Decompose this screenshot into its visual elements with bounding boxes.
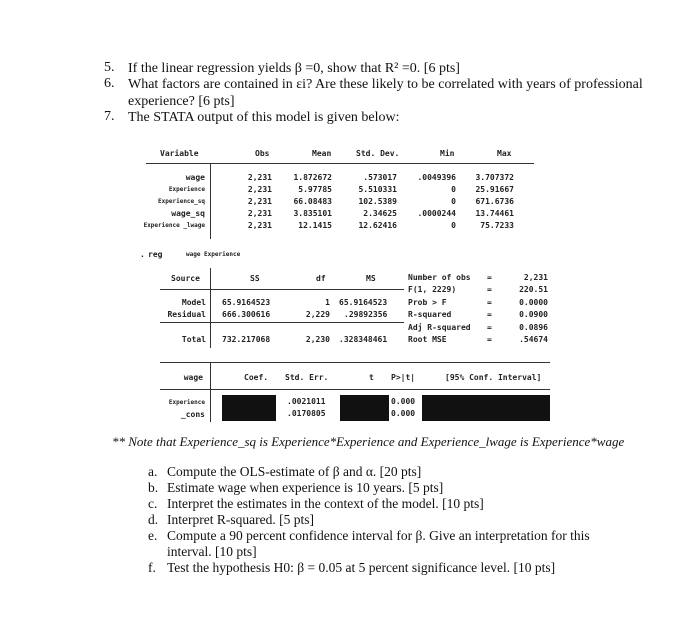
stat-value: 220.51 <box>519 285 548 294</box>
summary-header-mean: Mean <box>312 149 332 158</box>
part-c-letter: c. <box>148 496 158 511</box>
question-5-number: 5. <box>104 60 115 75</box>
summary-row-mean: 66.08483 <box>293 197 332 206</box>
coef-header-p: P>|t| <box>391 373 416 382</box>
anova-row-ms: .328348461 <box>339 335 388 344</box>
redacted-ci-box <box>422 395 550 421</box>
summary-row-max: 25.91667 <box>475 185 514 194</box>
anova-row-ms: .29892356 <box>344 310 388 319</box>
anova-row-ss: 666.300616 <box>222 310 271 319</box>
part-e-letter: e. <box>148 528 158 543</box>
summary-column-rule <box>210 163 211 239</box>
anova-header-df: df <box>316 274 326 283</box>
part-a-letter: a. <box>148 464 158 479</box>
summary-row-var: Experience _lwage <box>143 222 205 229</box>
stat-equals: = <box>487 323 492 332</box>
summary-header-variable: Variable <box>160 149 199 158</box>
question-5-text: If the linear regression yields β =0, show that R² =0. [6 pts] <box>128 61 460 76</box>
summary-row-mean: 12.1415 <box>298 221 332 230</box>
part-a-text: Compute the OLS-estimate of β and α. [20 pts] <box>167 464 422 479</box>
summary-row-obs: 2,231 <box>247 221 272 230</box>
summary-row-obs: 2,231 <box>247 185 272 194</box>
summary-row-mean: 3.835101 <box>293 209 332 218</box>
summary-header-min: Min <box>440 149 455 158</box>
anova-row-df: 1 <box>325 298 330 307</box>
anova-row-ss: 732.217068 <box>222 335 271 344</box>
summary-row-max: 671.6736 <box>475 197 514 206</box>
part-b-text: Estimate wage when experience is 10 years. [5 pts] <box>167 480 444 495</box>
command-args: wage Experience <box>186 251 241 258</box>
coef-row-p: 0.000 <box>391 397 416 406</box>
coef-header-rule <box>160 389 550 390</box>
summary-row-obs: 2,231 <box>247 173 272 182</box>
summary-header-obs: Obs <box>255 149 270 158</box>
coef-header-coef: Coef. <box>244 373 269 382</box>
summary-row-obs: 2,231 <box>247 209 272 218</box>
coef-header-t: t <box>369 373 374 382</box>
coef-header-wage: wage <box>183 373 203 382</box>
coef-row-var: _cons <box>180 410 205 419</box>
part-c-text: Interpret the estimates in the context of the model. [10 pts] <box>167 496 484 511</box>
part-e-text: Compute a 90 percent confidence interval for β. Give an interpretation for this <box>167 528 590 543</box>
summary-header-rule <box>146 163 534 164</box>
summary-row-sd: 2.34625 <box>363 209 397 218</box>
command-prompt: . <box>140 250 145 259</box>
question-6-number: 6. <box>104 76 115 91</box>
stat-label: Prob > F <box>408 298 447 307</box>
question-6-continuation: experience? [6 pts] <box>128 94 235 109</box>
footnote: ** Note that Experience_sq is Experience*Experience and Experience_lwage is Experience*wage <box>112 434 625 449</box>
coef-top-rule <box>160 362 550 363</box>
summary-row-mean: 1.872672 <box>293 173 332 182</box>
stat-label: Root MSE <box>408 335 447 344</box>
summary-row-obs: 2,231 <box>247 197 272 206</box>
command-name: reg <box>148 250 163 259</box>
anova-header-ss: SS <box>250 274 260 283</box>
summary-row-sd: 12.62416 <box>358 221 397 230</box>
part-e-continuation: interval. [10 pts] <box>167 544 257 559</box>
summary-header-sd: Std. Dev. <box>356 149 400 158</box>
summary-row-max: 13.74461 <box>475 209 514 218</box>
stat-equals: = <box>487 273 492 282</box>
anova-row-ss: 65.9164523 <box>222 298 271 307</box>
part-f-text: Test the hypothesis H0: β = 0.05 at 5 percent significance level. [10 pts] <box>167 560 556 575</box>
summary-row-sd: .573017 <box>363 173 397 182</box>
stat-value: 0.0000 <box>519 298 548 307</box>
stat-label: Number of obs <box>408 273 471 282</box>
part-f-letter: f. <box>148 560 156 575</box>
stat-equals: = <box>487 298 492 307</box>
anova-row-ms: 65.9164523 <box>339 298 388 307</box>
summary-row-var: wage <box>185 173 205 182</box>
anova-total-rule <box>160 322 404 323</box>
summary-row-min: 0 <box>451 197 456 206</box>
coef-row-se: .0170805 <box>287 409 326 418</box>
anova-row-df: 2,229 <box>305 310 330 319</box>
anova-row-df: 2,230 <box>305 335 330 344</box>
anova-row-source: Model <box>181 298 206 307</box>
summary-row-min: .0000244 <box>417 209 456 218</box>
summary-row-var: Experience_sq <box>158 198 205 205</box>
coef-column-rule <box>210 362 211 422</box>
anova-header-rule <box>160 289 404 290</box>
stat-label: F(1, 2229) <box>408 285 457 294</box>
anova-row-source: Residual <box>167 310 206 319</box>
coef-row-var: Experience <box>168 399 205 406</box>
question-7-number: 7. <box>104 109 115 124</box>
anova-row-source: Total <box>181 335 206 344</box>
question-6-text: What factors are contained in εi? Are these likely to be correlated with years of professional <box>128 77 643 92</box>
part-d-text: Interpret R-squared. [5 pts] <box>167 512 314 527</box>
part-d-letter: d. <box>148 512 159 527</box>
summary-row-max: 3.707372 <box>475 173 514 182</box>
redacted-coef-box <box>222 395 276 421</box>
coef-header-se: Std. Err. <box>285 373 329 382</box>
stat-equals: = <box>487 285 492 294</box>
stat-value: .54674 <box>519 335 548 344</box>
coef-row-p: 0.000 <box>391 409 416 418</box>
stat-equals: = <box>487 335 492 344</box>
redacted-t-box <box>340 395 389 421</box>
summary-row-min: 0 <box>451 185 456 194</box>
summary-row-sd: 102.5389 <box>358 197 397 206</box>
coef-header-ci: [95% Conf. Interval] <box>445 373 542 382</box>
stat-label: R-squared <box>408 310 452 319</box>
stat-value: 0.0900 <box>519 310 548 319</box>
stat-equals: = <box>487 310 492 319</box>
question-7-text: The STATA output of this model is given below: <box>128 110 400 125</box>
summary-row-min: 0 <box>451 221 456 230</box>
stat-value: 2,231 <box>523 273 548 282</box>
stat-value: 0.0896 <box>519 323 548 332</box>
summary-row-max: 75.7233 <box>480 221 514 230</box>
anova-header-ms: MS <box>366 274 376 283</box>
coef-row-se: .0021011 <box>287 397 326 406</box>
summary-row-min: .0049396 <box>417 173 456 182</box>
summary-row-sd: 5.510331 <box>358 185 397 194</box>
part-b-letter: b. <box>148 480 159 495</box>
summary-header-max: Max <box>497 149 512 158</box>
summary-row-mean: 5.97785 <box>298 185 332 194</box>
summary-row-var: Experience <box>168 186 205 193</box>
stat-label: Adj R-squared <box>408 323 471 332</box>
summary-row-var: wage_sq <box>171 209 205 218</box>
anova-column-rule <box>210 268 211 348</box>
anova-header-source: Source <box>171 274 200 283</box>
